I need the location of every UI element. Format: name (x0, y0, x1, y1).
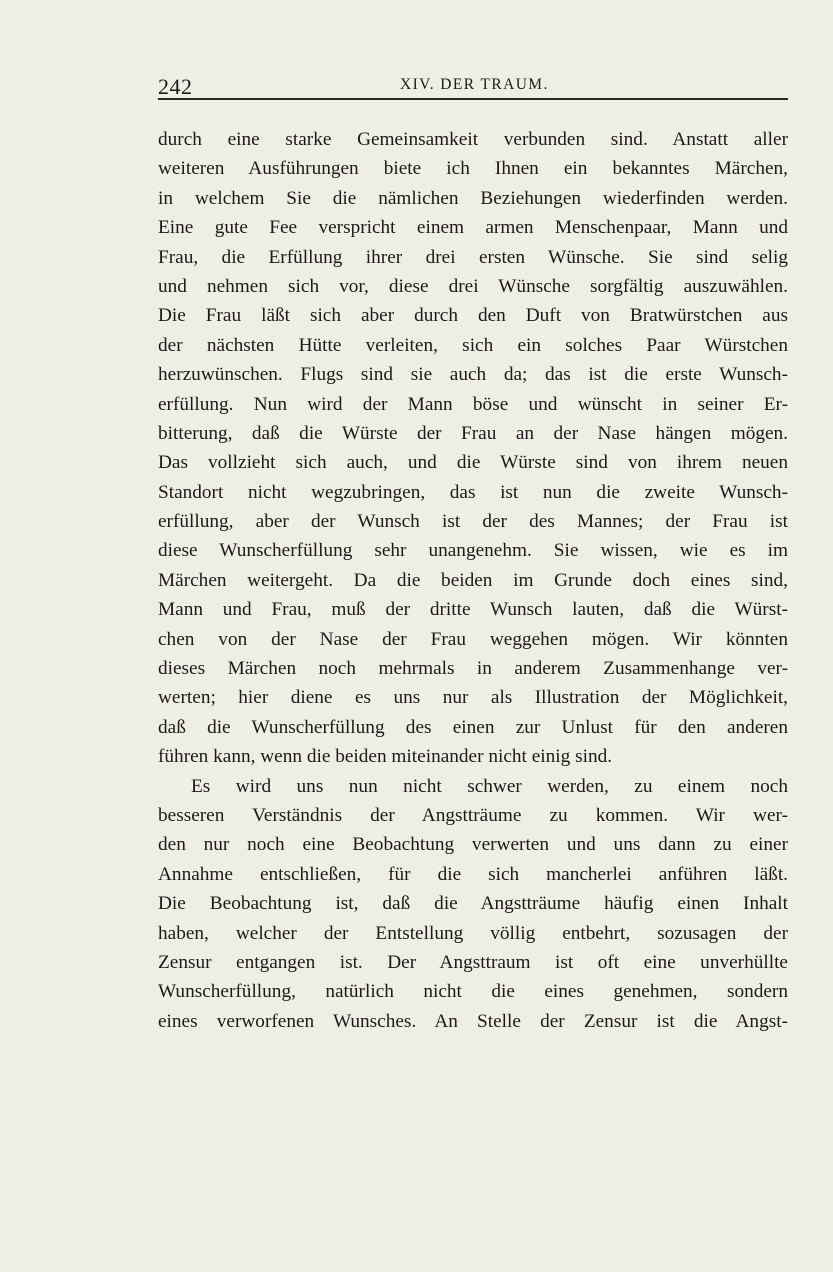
body-text (158, 125, 788, 1036)
text-line: daß die Wunscherfüllung des einen zur Unlust für den anderen (158, 716, 788, 738)
text-line: Annahme entschließen, für die sich mancherlei anführen läßt. (158, 863, 788, 885)
text-line: und nehmen sich vor, diese drei Wünsche sorgfältig auszuwählen. (158, 275, 788, 297)
text-line: diese Wunscherfüllung sehr unangenehm. Sie wissen, wie es im (158, 540, 788, 562)
text-line: erfüllung. Nun wird der Mann böse und wünscht in seiner Er- (158, 393, 788, 415)
text-line: dieses Märchen noch mehrmals in anderem Zusammenhange ver- (158, 658, 788, 680)
text-line: Zensur entgangen ist. Der Angsttraum ist oft eine unverhüllte (158, 951, 788, 973)
text-line: Standort nicht wegzubringen, das ist nun die zweite Wunsch- (158, 481, 788, 503)
page-header (158, 70, 788, 100)
text-line: herzuwünschen. Flugs sind sie auch da; das ist die erste Wunsch- (158, 364, 788, 386)
header-rule (158, 98, 788, 100)
text-line: werten; hier diene es uns nur als Illustration der Möglichkeit, (158, 687, 788, 709)
page-number: 242 (158, 74, 193, 99)
text-line: Frau, die Erfüllung ihrer drei ersten Wünsche. Sie sind selig (158, 246, 788, 268)
text-line: der nächsten Hütte verleiten, sich ein solches Paar Würstchen (158, 334, 788, 356)
text-line: Mann und Frau, muß der dritte Wunsch lauten, daß die Würst- (158, 599, 788, 621)
text-line: den nur noch eine Beobachtung verwerten und uns dann zu einer (158, 834, 788, 856)
text-line: Eine gute Fee verspricht einem armen Menschenpaar, Mann und (158, 217, 788, 239)
text-line: erfüllung, aber der Wunsch ist der des Mannes; der Frau ist (158, 511, 788, 533)
running-title: XIV. DER TRAUM. (400, 76, 549, 93)
text-line: führen kann, wenn die beiden miteinander nicht einig sind. (158, 746, 613, 768)
text-line: haben, welcher der Entstellung völlig entbehrt, sozusagen der (158, 922, 788, 944)
text-line: besseren Verständnis der Angstträume zu kommen. Wir wer- (158, 804, 788, 826)
text-line: Die Beobachtung ist, daß die Angstträume häufig einen Inhalt (158, 893, 788, 915)
text-line: eines verworfenen Wunsches. An Stelle der Zensur ist die Angst- (158, 1010, 788, 1032)
text-line: Es wird uns nun nicht schwer werden, zu einem noch (191, 775, 788, 797)
paragraph (158, 125, 788, 772)
text-line: bitterung, daß die Würste der Frau an der Nase hängen mögen. (158, 422, 788, 444)
text-line: Wunscherfüllung, natürlich nicht die eines genehmen, sondern (158, 981, 788, 1003)
text-line: in welchem Sie die nämlichen Beziehungen wiederfinden werden. (158, 187, 788, 209)
text-line: Die Frau läßt sich aber durch den Duft von Bratwürstchen aus (158, 305, 788, 327)
text-line: weiteren Ausführungen biete ich Ihnen ein bekanntes Märchen, (158, 158, 788, 180)
text-line: chen von der Nase der Frau weggehen mögen. Wir könnten (158, 628, 788, 650)
text-line: Märchen weitergeht. Da die beiden im Grunde doch eines sind, (158, 569, 788, 591)
text-line: Das vollzieht sich auch, und die Würste sind von ihrem neuen (158, 452, 788, 474)
paragraph (158, 772, 788, 1037)
text-line: durch eine starke Gemeinsamkeit verbunden sind. Anstatt aller (158, 129, 788, 150)
